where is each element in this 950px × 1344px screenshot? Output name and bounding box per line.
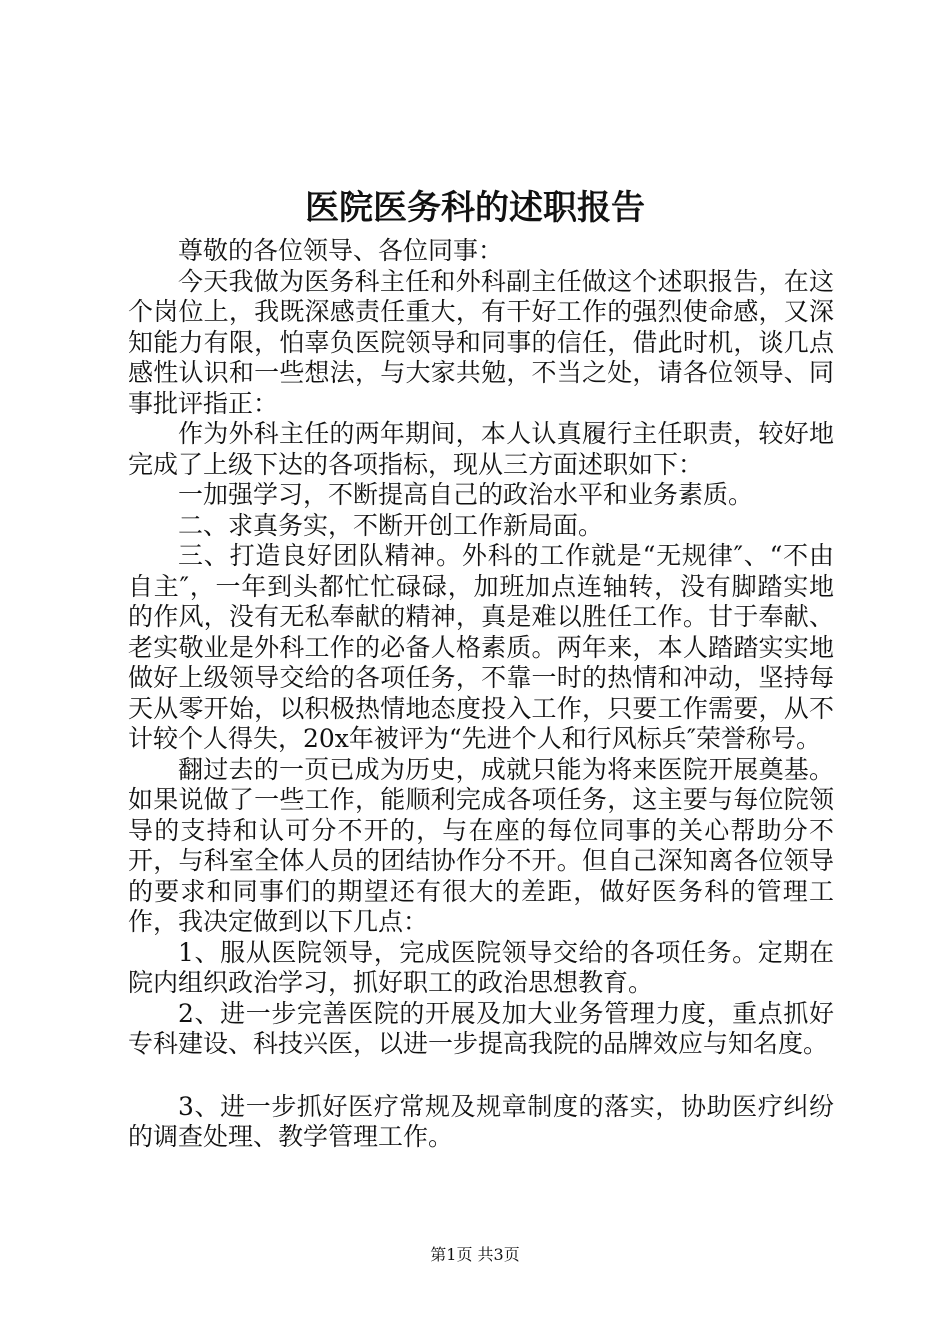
paragraph-point-1: 一加强学习，不断提高自己的政治水平和业务素质。 bbox=[178, 480, 754, 509]
paragraph-point-2: 二、求真务实，不断开创工作新局面。 bbox=[178, 510, 604, 540]
salutation: 尊敬的各位领导、各位同事： bbox=[178, 236, 504, 265]
paragraph-intro: 今天我做为医务科主任和外科副主任做这个述职报告，在这个岗位上，我既深感责任重大，有干好工作的强烈使命感，又深知能力有限，怕辜负医院领导和同事的信任，借此时机，谈几点感性认识和一些想法，与大家共勉，不当之处，请各位领导、同事批评指正： bbox=[128, 266, 834, 418]
paragraph-overview: 作为外科主任的两年期间，本人认真履行主任职责，较好地完成了上级下达的各项指标，现从三方面述职如下： bbox=[128, 419, 834, 479]
paragraph-plan-3: 3、进一步抓好医疗常规及规章制度的落实，协助医疗纠纷的调查处理、教学管理工作。 bbox=[128, 1091, 834, 1151]
paragraph-plan-2: 2、进一步完善医院的开展及加大业务管理力度，重点抓好专科建设、科技兴医，以进一步提高我院的品牌效应与知名度。 bbox=[128, 998, 834, 1058]
document-title: 医院医务科的述职报告 bbox=[305, 188, 645, 228]
paragraph-plan-1: 1、服从医院领导，完成医院领导交给的各项任务。定期在院内组织政治学习，抓好职工的政治思想教育。 bbox=[128, 937, 834, 997]
paragraph-reflection: 翻过去的一页已成为历史，成就只能为将来医院开展奠基。如果说做了一些工作，能顺利完成各项任务，这主要与每位院领导的支持和认可分不开的，与在座的每位同事的关心帮助分不开，与科室全体人员的团结协作分不开。但自己深知离各位领导的要求和同事们的期望还有很大的差距，做好医务科的管理工作，我决定做到以下几点： bbox=[128, 754, 834, 936]
document-body bbox=[128, 236, 834, 1153]
page-number: 第1页 共3页 bbox=[430, 1245, 520, 1264]
paragraph-point-3: 三、打造良好团队精神。外科的工作就是“无规律″、“不由自主″，一年到头都忙忙碌碌，加班加点连轴转，没有脚踏实地的作风，没有无私奉献的精神，真是难以胜任工作。甘于奉献、老实敬业是外科工作的必备人格素质。两年来，本人踏踏实实地做好上级领导交给的各项任务，不靠一时的热情和冲动，坚持每天从零开始，以积极热情地态度投入工作，只要工作需要，从不计较个人得失，20x年被评为“先进个人和行风标兵″荣誉称号。 bbox=[128, 541, 834, 753]
